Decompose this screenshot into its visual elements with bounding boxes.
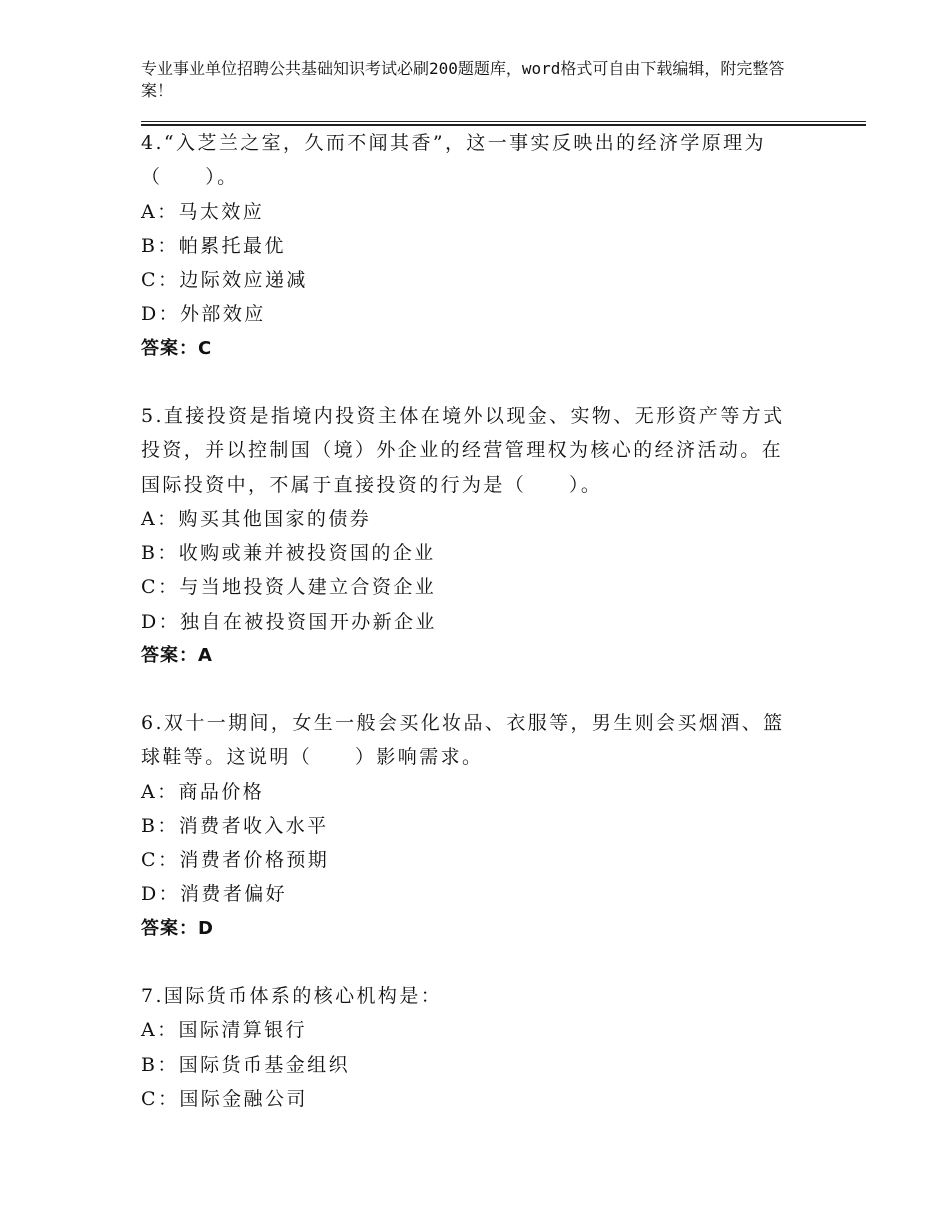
header-divider-thin bbox=[141, 121, 866, 122]
option-b: B：帕累托最优 bbox=[141, 234, 286, 257]
answer-line: 答案：C bbox=[141, 337, 213, 359]
question-stem: 5.直接投资是指境内投资主体在境外以现金、实物、无形资产等方式投资，并以控制国（境）外企业的经营管理权为核心的经济活动。在国际投资中，不属于直接投资的行为是（ ）。 bbox=[141, 405, 785, 496]
option-a: A：国际清算银行 bbox=[141, 1019, 307, 1042]
question-4 bbox=[141, 126, 801, 366]
document-header: 专业事业单位招聘公共基础知识考试必刷200题题库，word格式可自由下载编辑，附完整答案！ bbox=[141, 59, 785, 100]
option-c: C：消费者价格预期 bbox=[141, 849, 330, 872]
question-6 bbox=[141, 706, 801, 946]
option-b: B：消费者收入水平 bbox=[141, 814, 329, 837]
question-5 bbox=[141, 399, 801, 673]
option-a: A：购买其他国家的债券 bbox=[141, 507, 372, 530]
option-a: A：马太效应 bbox=[141, 200, 265, 223]
option-b: B：收购或兼并被投资国的企业 bbox=[141, 542, 436, 565]
answer-line: 答案：D bbox=[141, 917, 214, 939]
option-c: C：国际金融公司 bbox=[141, 1087, 308, 1110]
option-d: D：外部效应 bbox=[141, 303, 266, 326]
question-stem: 7.国际货币体系的核心机构是： bbox=[141, 985, 443, 1007]
question-7 bbox=[141, 979, 801, 1116]
option-a: A：商品价格 bbox=[141, 780, 265, 803]
question-stem: 4.“入芝兰之室，久而不闻其香”，这一事实反映出的经济学原理为（ ）。 bbox=[141, 132, 766, 189]
option-c: C：与当地投资人建立合资企业 bbox=[141, 576, 437, 599]
answer-line: 答案：A bbox=[141, 645, 213, 667]
question-stem: 6.双十一期间，女生一般会买化妆品、衣服等，男生则会买烟酒、篮球鞋等。这说明（ ）影响需求。 bbox=[141, 712, 785, 769]
option-d: D：消费者偏好 bbox=[141, 883, 288, 906]
option-b: B：国际货币基金组织 bbox=[141, 1053, 350, 1076]
option-c: C：边际效应递减 bbox=[141, 269, 308, 292]
option-d: D：独自在被投资国开办新企业 bbox=[141, 610, 437, 633]
